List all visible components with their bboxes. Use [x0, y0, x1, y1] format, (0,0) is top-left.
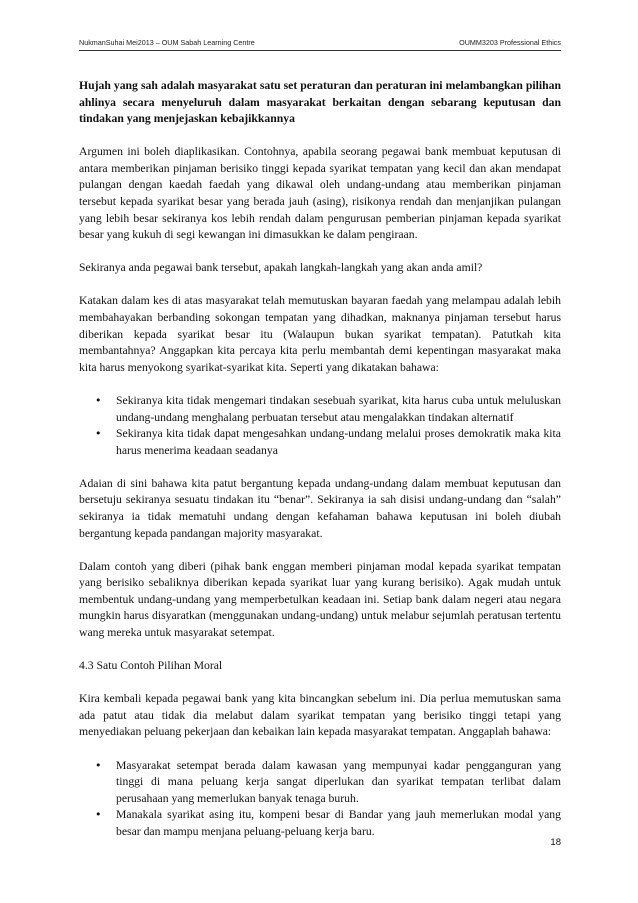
- paragraph: Dalam contoh yang diberi (pihak bank enggan memberi pinjaman modal kepada syarikat tempatan yang berisiko sebaliknya diberikan kepada syarikat luar yang kurang berisiko). Agak mudah untuk membentuk undang-undang yang memperbetulkan keadaan ini. Setiap bank dalam negeri atau negara mungkin harus disyaratkan (menggunakan undang-undang) untuk melabur sejumlah peratusan tertentu wang mereka untuk masyarakat setempat.: [79, 559, 561, 640]
- bold-heading: Hujah yang sah adalah masyarakat satu set peraturan dan peraturan ini melambangkan pilihan ahlinya secara menyeluruh dalam masyarakat berkaitan dengan sebarang keputusan dan tindakan yang menjejaskan kebajikkannya: [79, 79, 561, 126]
- paragraph: Katakan dalam kes di atas masyarakat telah memutuskan bayaran faedah yang melampau adalah lebih membahayakan berbanding sokongan tempatan yang dihadkan, maknanya pinjaman tersebut harus diberikan kepada syarikat besar itu (Walaupun bukan syarikat tempatan). Patutkah kita membantahnya? Anggapkan kita percaya kita perlu membantah demi kepentingan masyarakat maka kita harus menyokong syarikat-syarikat kita. Seperti yang dikatakan bahawa:: [79, 294, 561, 374]
- bullet-list: [79, 393, 561, 459]
- paragraph: Adaian di sini bahawa kita patut bergantung kepada undang-undang dalam membuat keputusan dan bersetuju sekiranya sesuatu tindakan itu “benar”. Sekiranya ia sah disisi undang-undang dan “salah” sekiranya ia tidak mematuhi undang dengan kefahaman bahawa keputusan ini boleh diubah bergantung kepada pandangan majority masyarakat.: [79, 476, 561, 540]
- bullet-item: • Sekiranya kita tidak mengemari tindakan sesebuah syarikat, kita harus cuba untuk meluluskan undang-undang menghalang perbuatan tersebut atau mengalakkan tindakan alternatif: [116, 393, 561, 426]
- paragraph: Sekiranya anda pegawai bank tersebut, apakah langkah-langkah yang akan anda amil?: [79, 261, 483, 275]
- header-right: OUMM3203 Professional Ethics: [459, 38, 561, 47]
- header-divider: [79, 50, 561, 51]
- bullet-item: • Sekiranya kita tidak dapat mengesahkan undang-undang melalui proses demokratik maka kita harus menerima keadaan seadanya: [116, 426, 561, 459]
- page-body: [79, 78, 561, 857]
- page-number: 18: [550, 837, 561, 848]
- bullet-item: • Manakala syarikat asing itu, kompeni besar di Bandar yang jauh memerlukan modal yang besar dan mampu menjana peluang-peluang kerja baru.: [116, 807, 561, 840]
- header-left: NukmanSuhai Mei2013 – OUM Sabah Learning Centre: [79, 38, 255, 47]
- paragraph: Argumen ini boleh diaplikasikan. Contohnya, apabila seorang pegawai bank membuat keputusan di antara memberikan pinjaman berisiko tinggi kepada syarikat tempatan yang kecil dan akan mendapat pulangan dengan kaedah faedah yang dikawal oleh undang-undang atau memberikan pinjaman tersebut kepada syarikat besar yang berada jauh (asing), risikonya rendah dan menjanjikan pulangan yang lebih besar sekiranya kos lebih rendah dalam pengurusan pemberian pinjaman kepada syarikat besar yang kukuh di segi kewangan ini dimasukkan ke dalam pengiraan.: [79, 145, 561, 242]
- bullet-list: [79, 758, 561, 841]
- bullet-item: • Masyarakat setempat berada dalam kawasan yang mempunyai kadar pengganguran yang tinggi di mana peluang kerja sangat diperlukan dan syarikat tempatan terlibat dalam perusahaan yang memerlukan banyak tenaga buruh.: [116, 758, 561, 808]
- paragraph: Kira kembali kepada pegawai bank yang kita bincangkan sebelum ini. Dia perlua memutuskan sama ada patut atau tidak dia melabut dalam syarikat tempatan yang berisiko tinggi tetapi yang menyediakan peluang pekerjaan dan kebaikan lain kepada masyarakat tempatan. Anggaplah bahawa:: [79, 692, 561, 739]
- page-header: [79, 38, 561, 47]
- section-title: 4.3 Satu Contoh Pilihan Moral: [79, 659, 223, 673]
